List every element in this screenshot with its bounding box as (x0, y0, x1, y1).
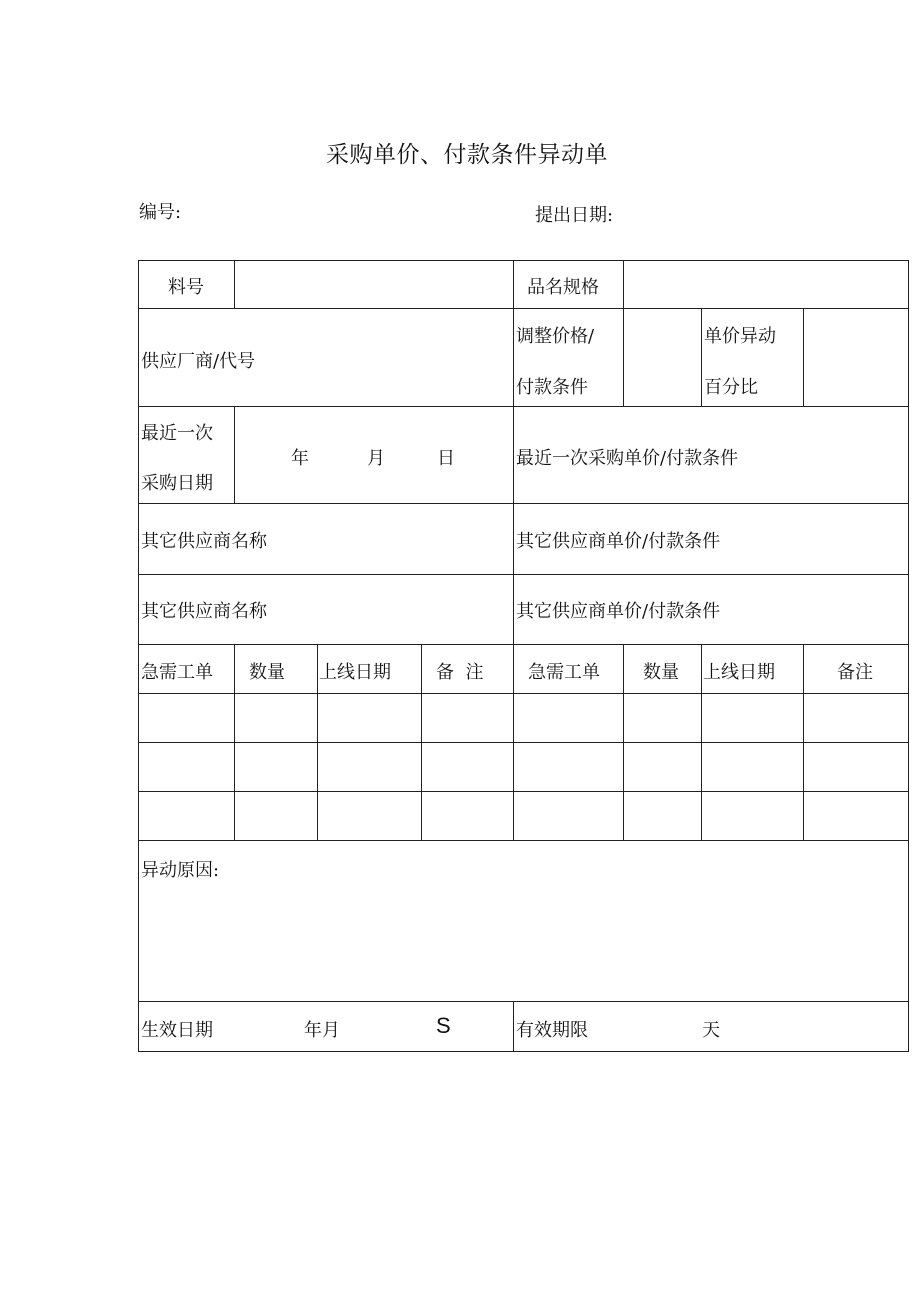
order-cell[interactable] (803, 791, 909, 841)
adjust-label-line1: 调整价格/ (516, 326, 595, 347)
order-cell[interactable] (317, 693, 422, 743)
supplier-label: 供应厂商/代号 (141, 351, 256, 372)
order-cell[interactable] (138, 791, 235, 841)
reason-field[interactable] (138, 840, 909, 1002)
pct-label-line1: 单价异动 (704, 326, 776, 347)
orders-header-label: 急需工单 (141, 662, 213, 683)
order-cell[interactable] (513, 791, 624, 841)
last-price-label: 最近一次采购单价/付款条件 (516, 448, 739, 469)
order-cell[interactable] (138, 742, 235, 792)
other-supplier-price-cell[interactable] (513, 503, 909, 575)
other-supplier-name-label: 其它供应商名称 (141, 531, 267, 552)
order-cell[interactable] (701, 693, 804, 743)
order-cell[interactable] (803, 693, 909, 743)
order-cell[interactable] (234, 742, 318, 792)
product-spec-label-cell (513, 260, 624, 309)
orders-header-label: 数量 (249, 662, 285, 683)
product-spec-field[interactable] (623, 260, 909, 309)
item-no-label: 料号 (168, 277, 204, 298)
other-supplier-name-label: 其它供应商名称 (141, 601, 267, 622)
order-cell[interactable] (234, 791, 318, 841)
orders-header-label: 数量 (643, 662, 679, 683)
other-supplier-price-label: 其它供应商单价/付款条件 (516, 531, 721, 552)
pct-label-cell (701, 308, 804, 407)
effective-date-label: 生效日期 (141, 1020, 213, 1041)
day-label: 日 (437, 448, 455, 469)
orders-header-label: 上线日期 (703, 662, 775, 683)
last-purchase-label-line2: 采购日期 (141, 473, 213, 494)
item-no-field[interactable] (234, 260, 514, 309)
other-supplier-name-cell[interactable] (138, 574, 514, 645)
s-mark: S (436, 1013, 451, 1038)
order-cell[interactable] (138, 693, 235, 743)
reason-label: 异动原因: (141, 860, 220, 881)
last-purchase-label-cell (138, 406, 235, 504)
adjust-field[interactable] (623, 308, 702, 407)
order-cell[interactable] (421, 791, 514, 841)
adjust-label-line2: 付款条件 (516, 377, 588, 398)
number-label: 编号: (139, 202, 182, 223)
item-no-label-cell (138, 260, 235, 309)
pct-field[interactable] (803, 308, 909, 407)
orders-header-label: 备注 (837, 662, 873, 683)
order-cell[interactable] (317, 791, 422, 841)
adjust-label-cell (513, 308, 624, 407)
validity-cell[interactable] (513, 1001, 909, 1052)
form-title: 采购单价、付款条件异动单 (326, 142, 608, 168)
order-cell[interactable] (623, 742, 702, 792)
order-cell[interactable] (623, 693, 702, 743)
month-label: 月 (367, 448, 385, 469)
orders-header-label: 急需工单 (528, 662, 600, 683)
supplier-cell[interactable] (138, 308, 514, 407)
other-supplier-price-cell[interactable] (513, 574, 909, 645)
other-supplier-name-cell[interactable] (138, 503, 514, 575)
orders-header-cell (234, 644, 318, 694)
order-cell[interactable] (513, 742, 624, 792)
orders-header-cell (317, 644, 422, 694)
orders-header-cell (421, 644, 514, 694)
order-cell[interactable] (803, 742, 909, 792)
orders-header-cell (138, 644, 235, 694)
orders-header-cell (513, 644, 624, 694)
order-cell[interactable] (317, 742, 422, 792)
orders-header-cell (803, 644, 909, 694)
other-supplier-price-label: 其它供应商单价/付款条件 (516, 601, 721, 622)
validity-label: 有效期限 (516, 1020, 588, 1041)
order-cell[interactable] (701, 791, 804, 841)
effective-date-cell[interactable] (138, 1001, 514, 1052)
last-purchase-date-field[interactable] (234, 406, 514, 504)
order-cell[interactable] (234, 693, 318, 743)
orders-header-label: 备 注 (436, 662, 484, 683)
orders-header-cell (623, 644, 702, 694)
product-spec-label: 品名规格 (527, 277, 599, 298)
order-cell[interactable] (421, 742, 514, 792)
order-cell[interactable] (421, 693, 514, 743)
last-price-cell[interactable] (513, 406, 909, 504)
year-month-label: 年月 (304, 1020, 340, 1041)
orders-header-cell (701, 644, 804, 694)
year-label: 年 (291, 448, 309, 469)
orders-header-label: 上线日期 (319, 662, 391, 683)
last-purchase-label-line1: 最近一次 (141, 423, 213, 444)
submit-date-label: 提出日期: (535, 205, 614, 226)
order-cell[interactable] (701, 742, 804, 792)
order-cell[interactable] (513, 693, 624, 743)
days-unit-label: 天 (702, 1020, 720, 1041)
order-cell[interactable] (623, 791, 702, 841)
pct-label-line2: 百分比 (704, 377, 758, 398)
